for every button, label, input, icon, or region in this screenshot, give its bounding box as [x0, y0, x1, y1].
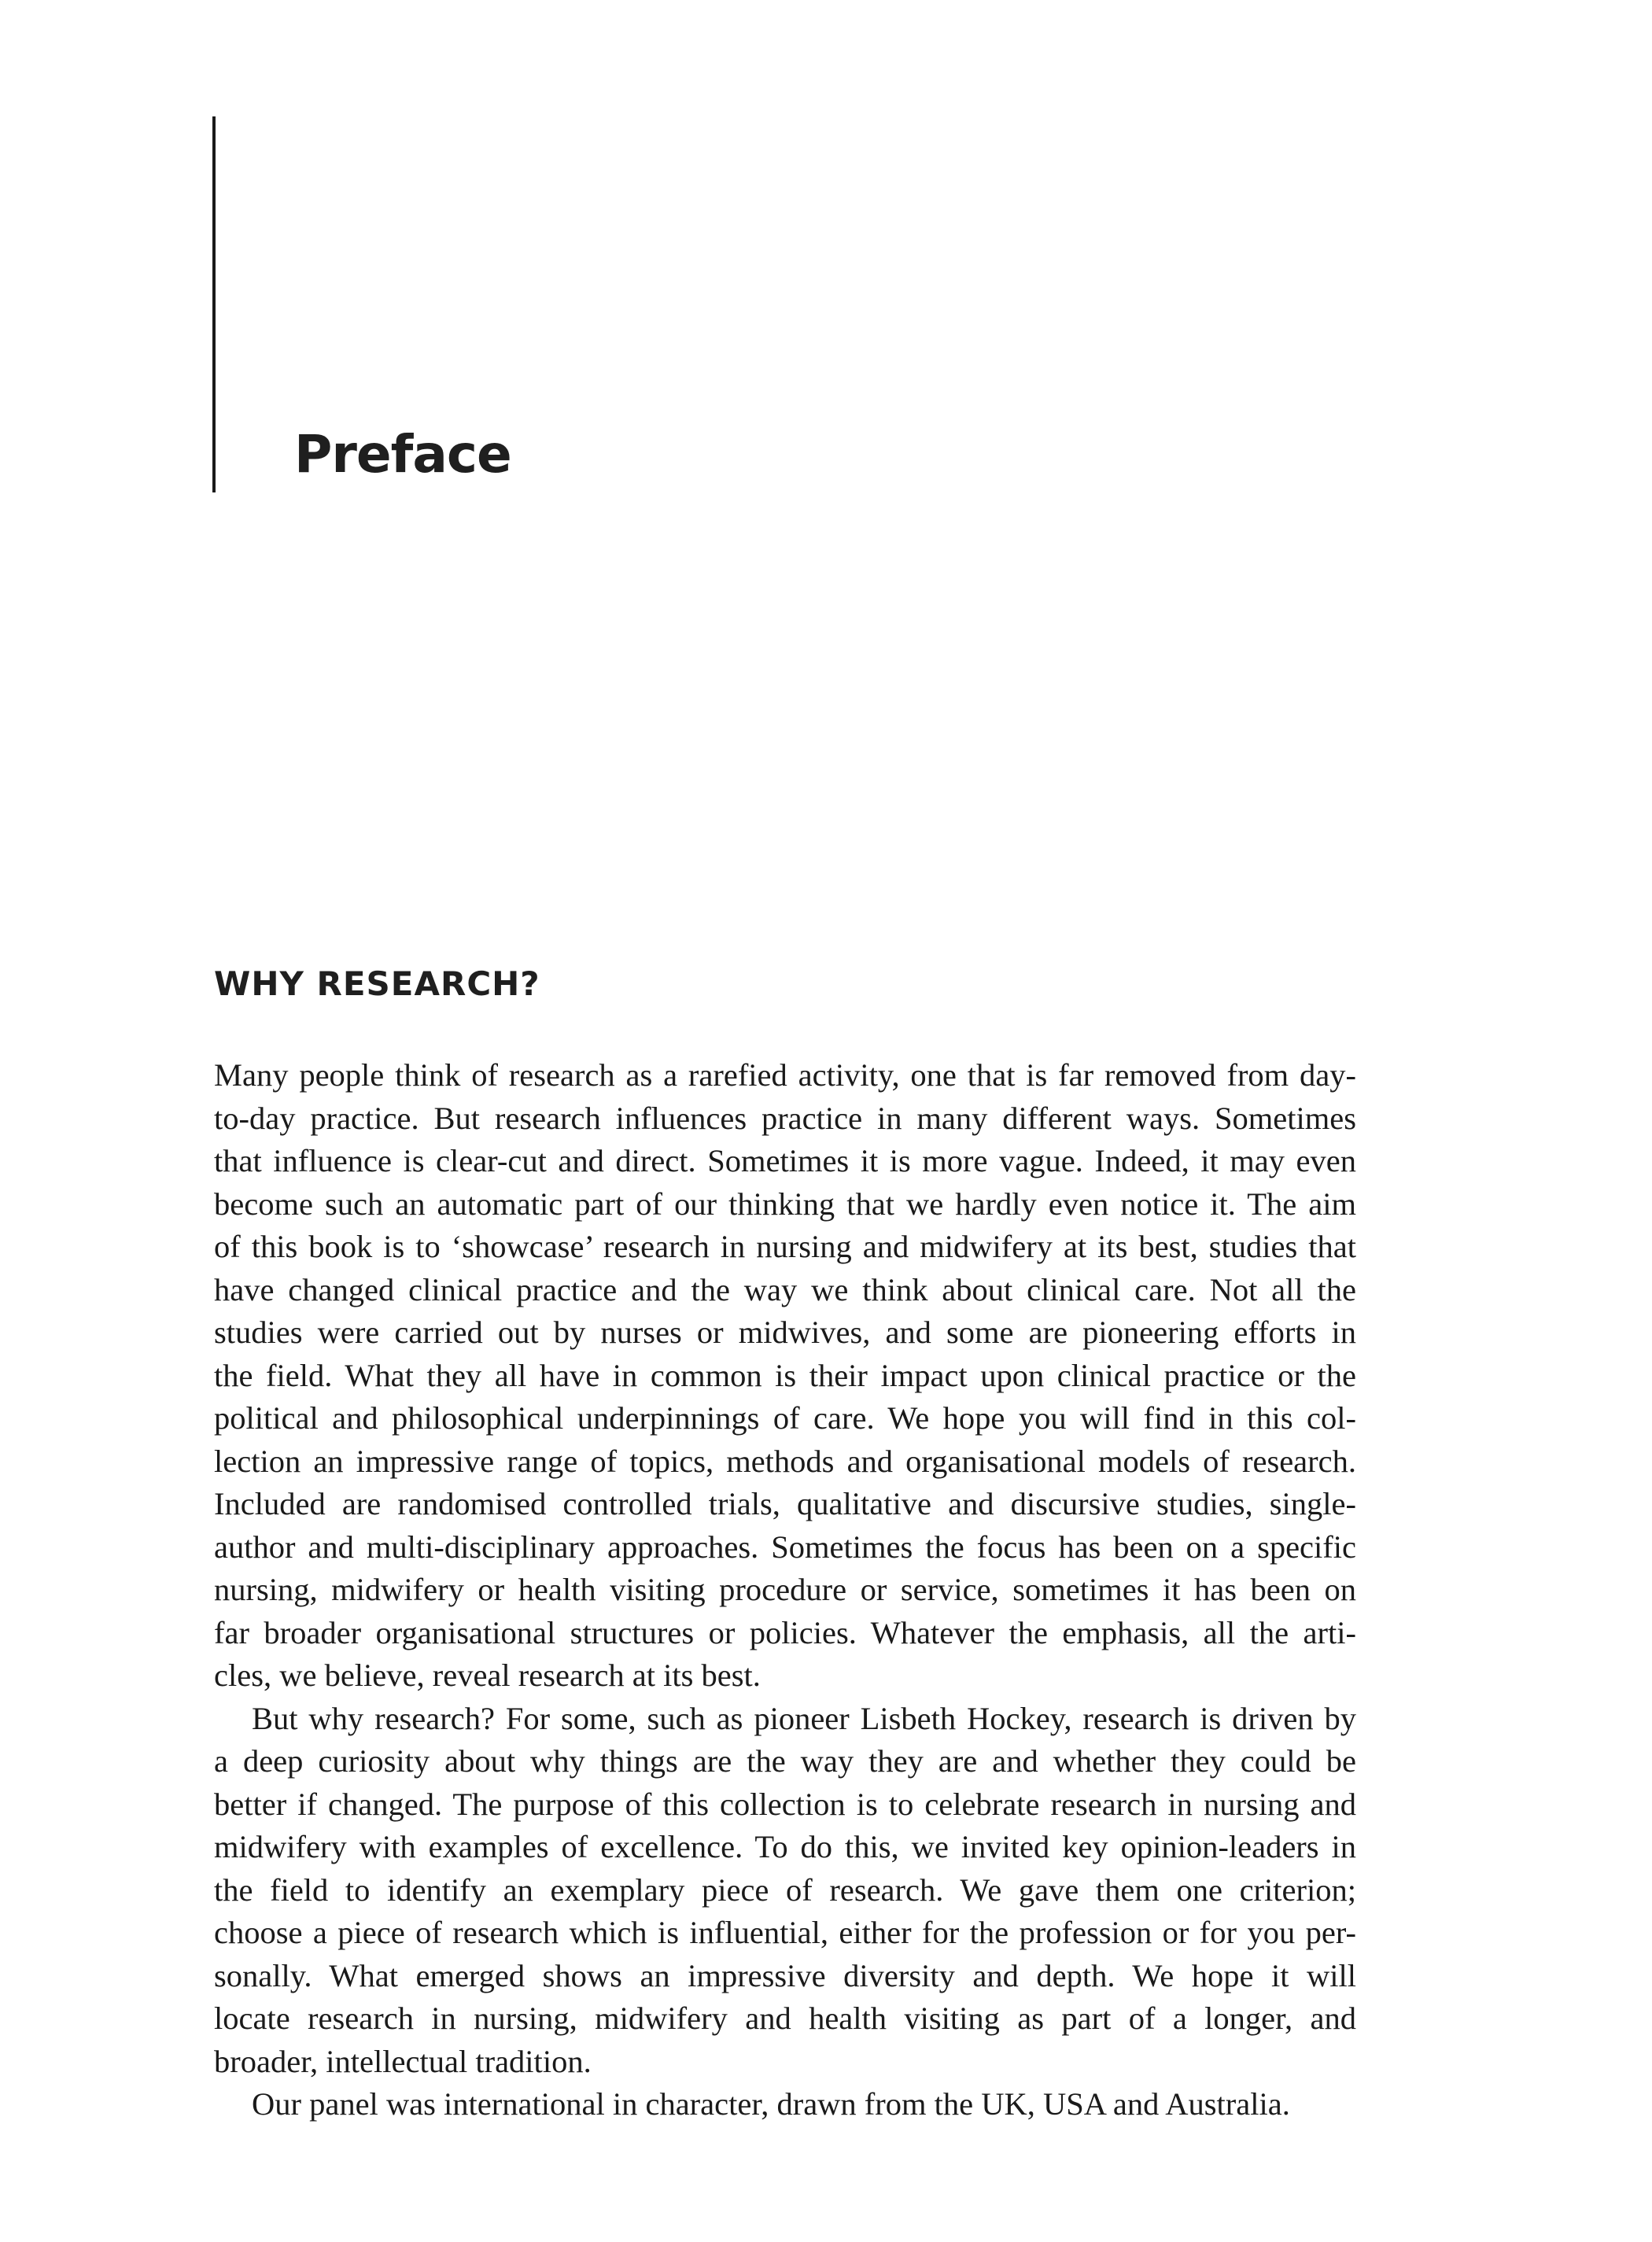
- section-heading: WHY RESEARCH?: [214, 964, 540, 1003]
- text-line: author and multi-disciplinary approaches. Sometimes the focus has been on a specific: [214, 1528, 1356, 1565]
- text-line: Included are randomised controlled trials, qualitative and discursive studies, single-: [214, 1486, 1356, 1521]
- text-line: Our panel was international in character, drawn from the UK, USA and Australia.: [252, 2086, 1290, 2122]
- paragraph-1: [214, 1054, 1356, 1698]
- chapter-title: Preface: [294, 424, 511, 485]
- paragraph-2: [214, 1698, 1356, 2084]
- text-line: far broader organisational structures or policies. Whatever the emphasis, all the arti-: [214, 1614, 1356, 1650]
- text-line: midwifery with examples of excellence. To do this, we invited key opinion-leaders in: [214, 1829, 1356, 1864]
- text-line: political and philosophical underpinnings of care. We hope you will find in this col-: [214, 1400, 1356, 1436]
- chapter-rule: [212, 116, 216, 492]
- text-line: nursing, midwifery or health visiting procedure or service, sometimes it has been on: [214, 1572, 1356, 1607]
- text-line: of this book is to ‘showcase’ research in nursing and midwifery at its best, studies that: [214, 1229, 1356, 1264]
- text-line: choose a piece of research which is influential, either for the profession or for you per-: [214, 1915, 1356, 1950]
- text-line: the field to identify an exemplary piece of research. We gave them one criterion;: [214, 1871, 1356, 1908]
- text-line: become such an automatic part of our thinking that we hardly even notice it. The aim: [214, 1186, 1356, 1222]
- text-line: broader, intellectual tradition.: [214, 2043, 592, 2079]
- text-line: Many people think of research as a rarefied activity, one that is far removed from day-: [214, 1057, 1356, 1093]
- body-text: [214, 1054, 1356, 2126]
- text-line: to-day practice. But research influences practice in many different ways. Sometimes: [214, 1100, 1356, 1136]
- text-line: cles, we believe, reveal research at its best.: [214, 1658, 761, 1693]
- text-line: that influence is clear-cut and direct. Sometimes it is more vague. Indeed, it may even: [214, 1143, 1356, 1178]
- paragraph-3: [214, 2083, 1356, 2126]
- text-line: But why research? For some, such as pioneer Lisbeth Hockey, research is driven by: [252, 1700, 1356, 1736]
- text-line: the field. What they all have in common is their impact upon clinical practice or the: [214, 1357, 1356, 1393]
- text-line: locate research in nursing, midwifery and health visiting as part of a longer, and: [214, 2000, 1356, 2036]
- text-line: have changed clinical practice and the way we think about clinical care. Not all the: [214, 1271, 1356, 1307]
- text-line: a deep curiosity about why things are the way they are and whether they could be: [214, 1743, 1356, 1779]
- text-line: better if changed. The purpose of this collection is to celebrate research in nursing and: [214, 1786, 1356, 1822]
- text-line: sonally. What emerged shows an impressive diversity and depth. We hope it will: [214, 1957, 1356, 1993]
- text-line: studies were carried out by nurses or midwives, and some are pioneering efforts in: [214, 1315, 1356, 1350]
- text-line: lection an impressive range of topics, methods and organisational models of research.: [214, 1443, 1356, 1479]
